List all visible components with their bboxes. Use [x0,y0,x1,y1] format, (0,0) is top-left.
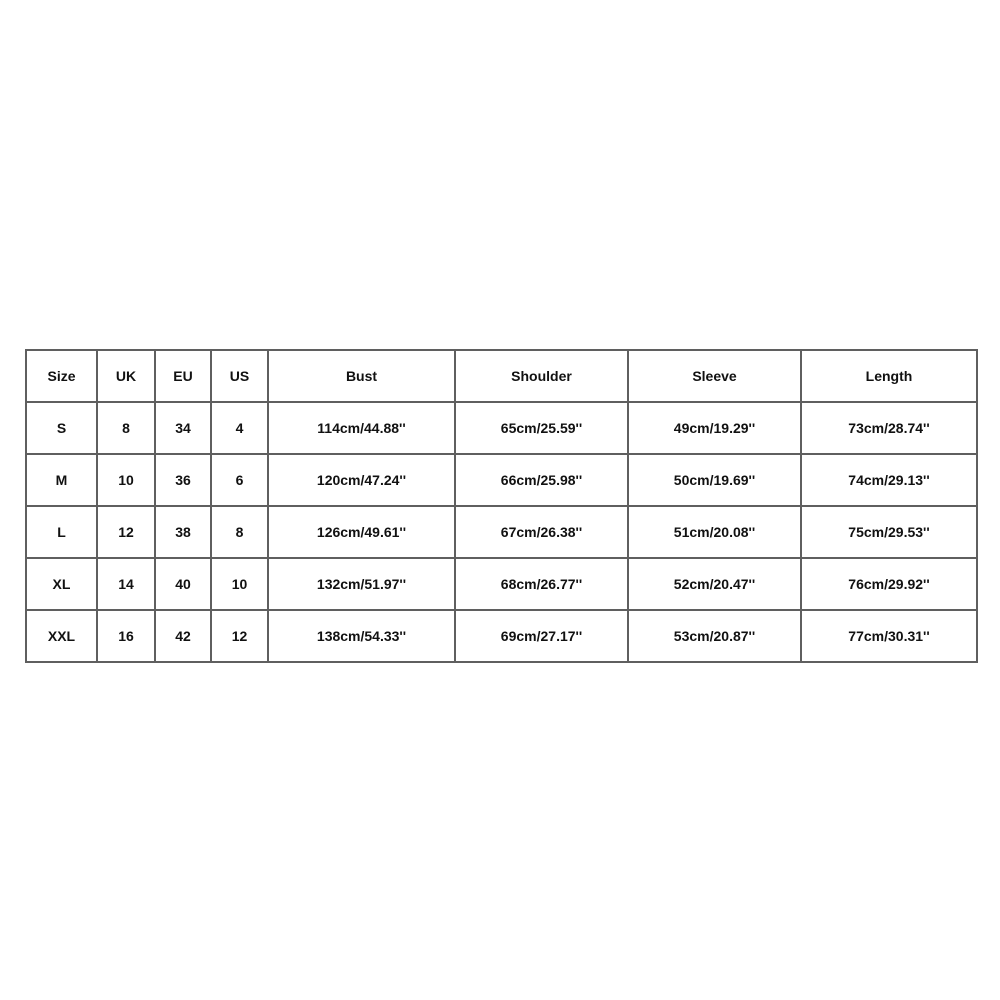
cell-shoulder: 68cm/26.77'' [455,558,628,610]
table-row [26,506,977,558]
size-table [25,349,978,663]
cell-us: 10 [211,558,268,610]
cell-eu: 38 [155,506,211,558]
cell-length: 75cm/29.53'' [801,506,977,558]
size-chart [25,349,976,651]
cell-length: 76cm/29.92'' [801,558,977,610]
cell-eu: 36 [155,454,211,506]
table-row [26,454,977,506]
header-eu: EU [155,350,211,402]
cell-size: S [26,402,97,454]
header-length: Length [801,350,977,402]
table-header-row [26,350,977,402]
cell-us: 12 [211,610,268,662]
cell-eu: 40 [155,558,211,610]
cell-bust: 120cm/47.24'' [268,454,455,506]
cell-uk: 10 [97,454,155,506]
header-size: Size [26,350,97,402]
cell-sleeve: 52cm/20.47'' [628,558,801,610]
cell-size: L [26,506,97,558]
table-row [26,558,977,610]
header-bust: Bust [268,350,455,402]
cell-size: M [26,454,97,506]
cell-us: 4 [211,402,268,454]
cell-uk: 12 [97,506,155,558]
cell-bust: 138cm/54.33'' [268,610,455,662]
header-sleeve: Sleeve [628,350,801,402]
cell-eu: 34 [155,402,211,454]
cell-eu: 42 [155,610,211,662]
cell-us: 6 [211,454,268,506]
cell-bust: 126cm/49.61'' [268,506,455,558]
cell-sleeve: 51cm/20.08'' [628,506,801,558]
cell-sleeve: 53cm/20.87'' [628,610,801,662]
table-row [26,610,977,662]
cell-length: 74cm/29.13'' [801,454,977,506]
cell-bust: 132cm/51.97'' [268,558,455,610]
header-shoulder: Shoulder [455,350,628,402]
cell-sleeve: 50cm/19.69'' [628,454,801,506]
cell-uk: 8 [97,402,155,454]
cell-uk: 16 [97,610,155,662]
cell-bust: 114cm/44.88'' [268,402,455,454]
cell-shoulder: 65cm/25.59'' [455,402,628,454]
table-row [26,402,977,454]
cell-uk: 14 [97,558,155,610]
cell-shoulder: 66cm/25.98'' [455,454,628,506]
cell-sleeve: 49cm/19.29'' [628,402,801,454]
cell-length: 77cm/30.31'' [801,610,977,662]
cell-us: 8 [211,506,268,558]
cell-size: XXL [26,610,97,662]
cell-size: XL [26,558,97,610]
header-us: US [211,350,268,402]
cell-shoulder: 69cm/27.17'' [455,610,628,662]
header-uk: UK [97,350,155,402]
cell-shoulder: 67cm/26.38'' [455,506,628,558]
cell-length: 73cm/28.74'' [801,402,977,454]
